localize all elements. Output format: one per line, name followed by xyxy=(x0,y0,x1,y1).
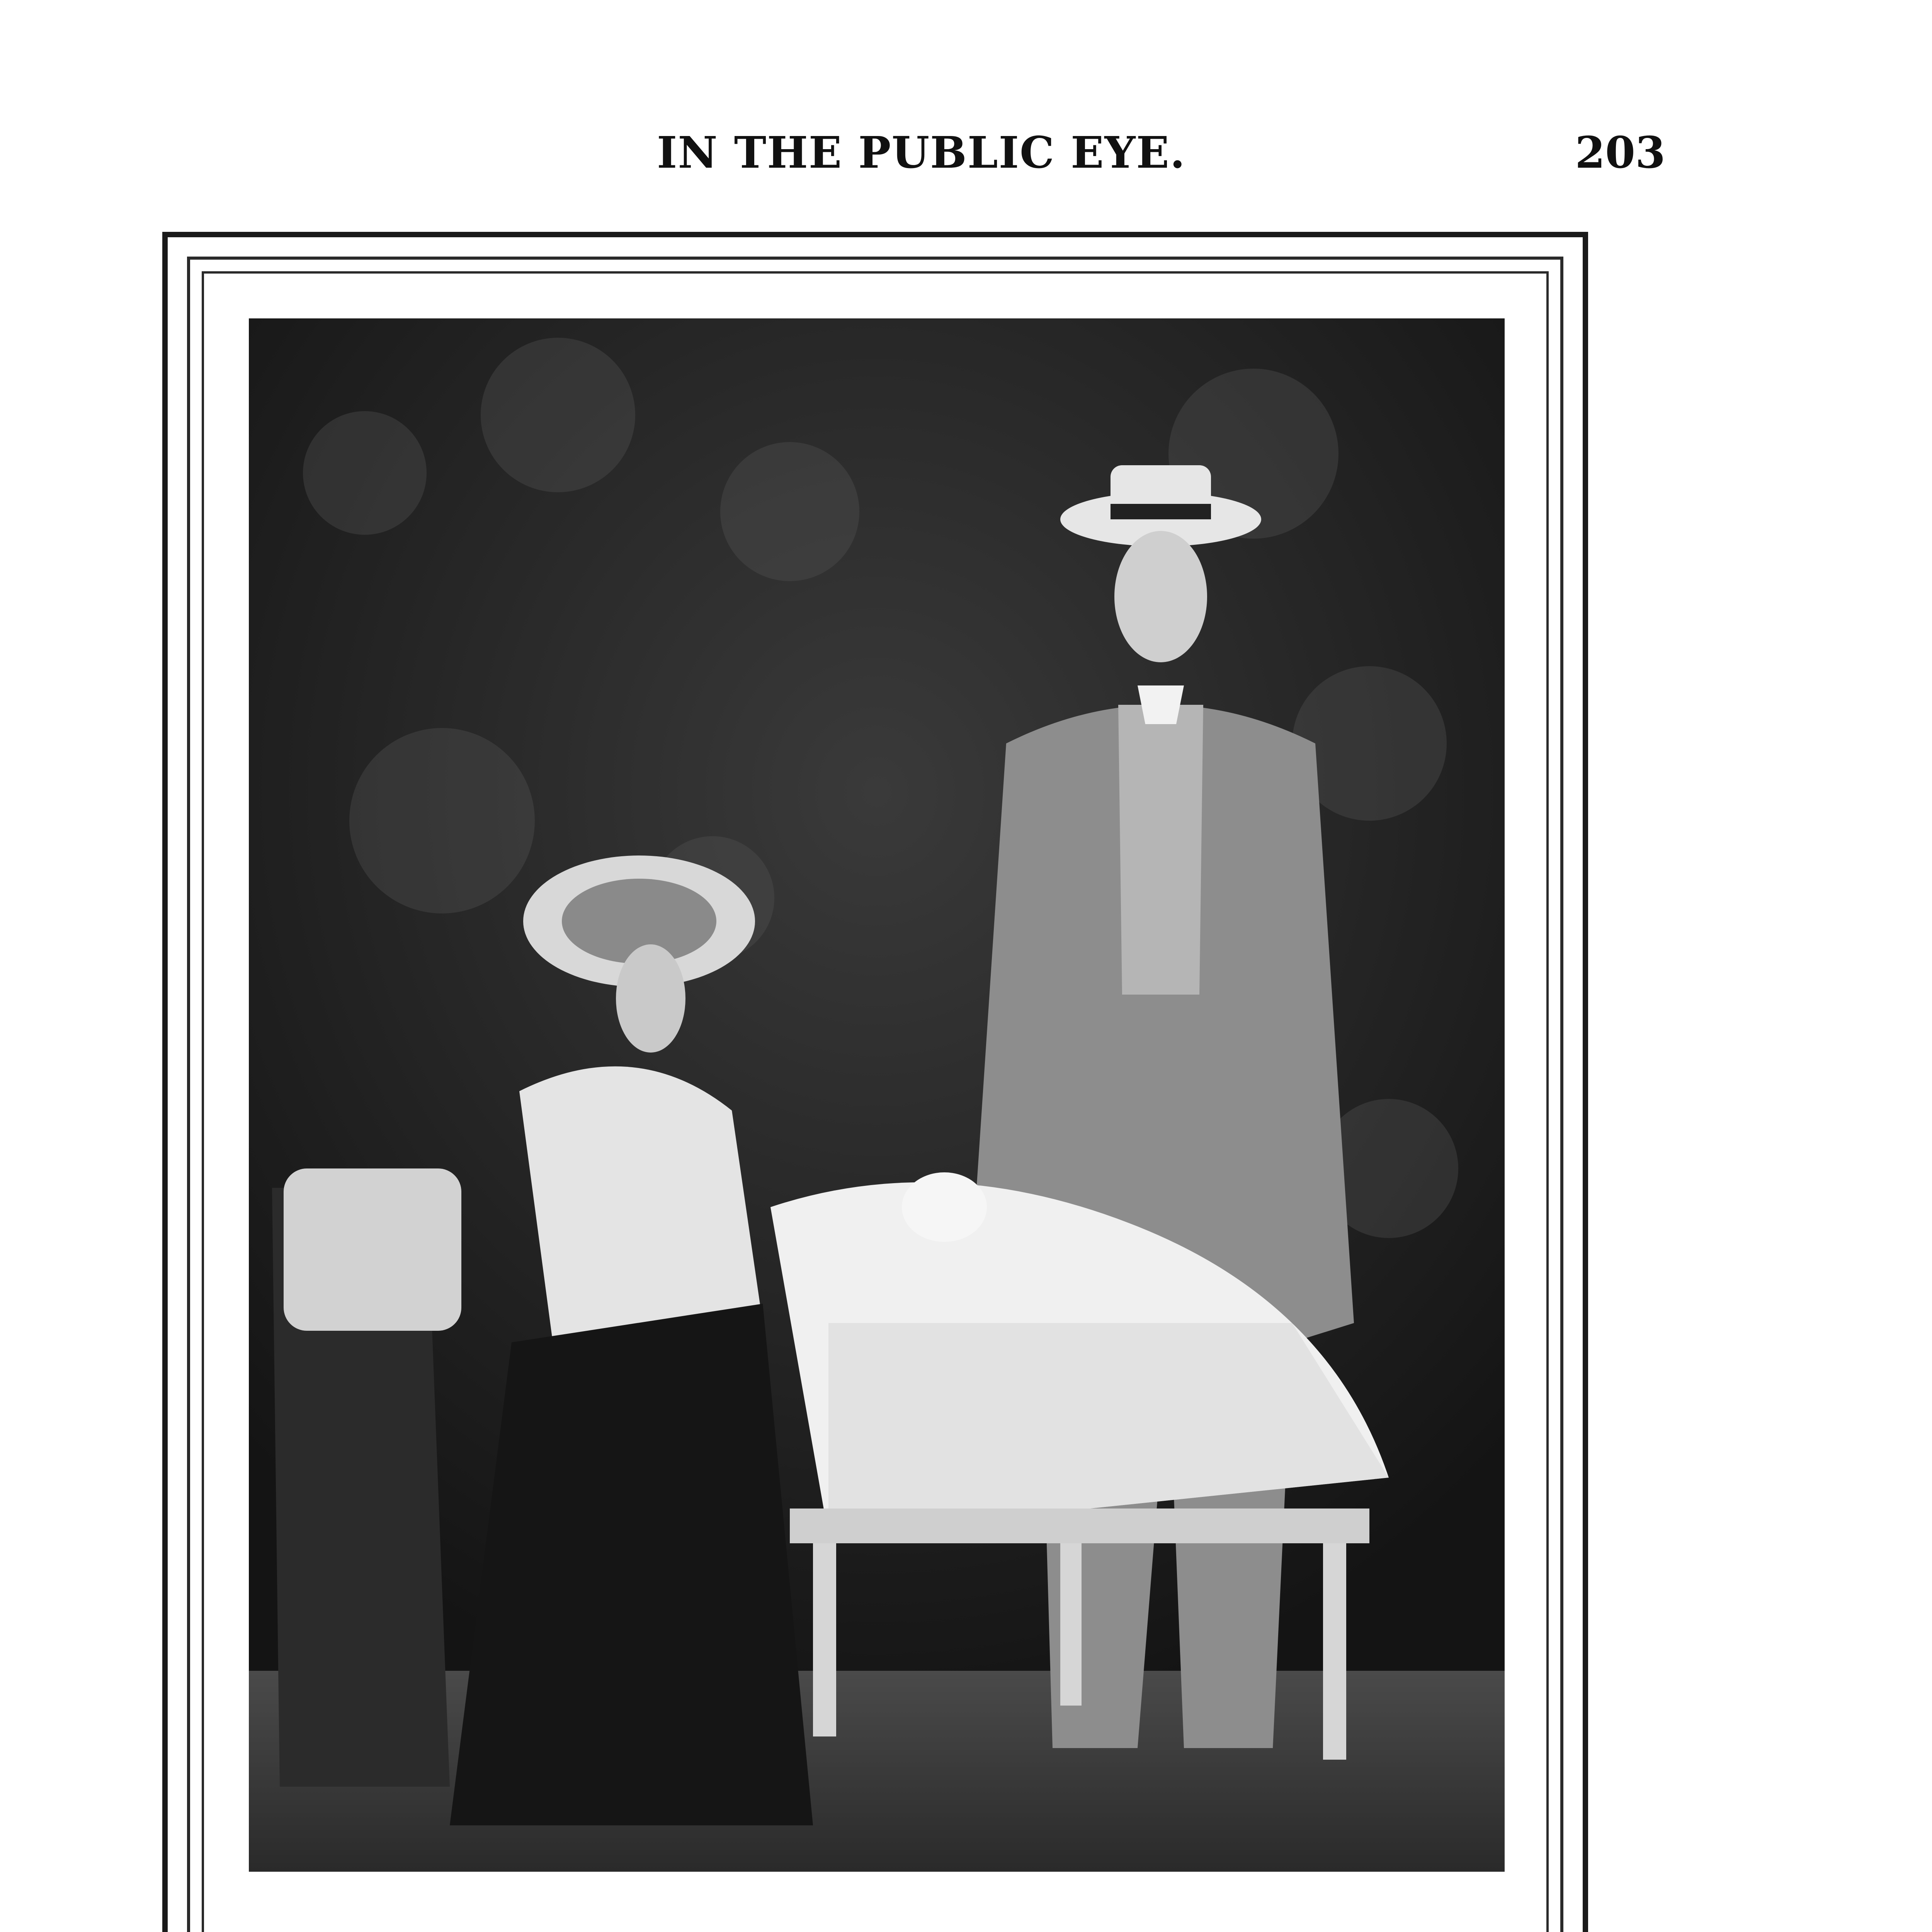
page-number: 203 xyxy=(1575,128,1665,178)
family-photograph xyxy=(249,318,1505,1872)
photo-frame xyxy=(162,232,1588,1932)
cushion xyxy=(284,1168,461,1331)
photograph-illustration xyxy=(249,318,1505,1872)
running-header xyxy=(0,128,1932,189)
running-title: IN THE PUBLIC EYE. xyxy=(657,128,1186,178)
